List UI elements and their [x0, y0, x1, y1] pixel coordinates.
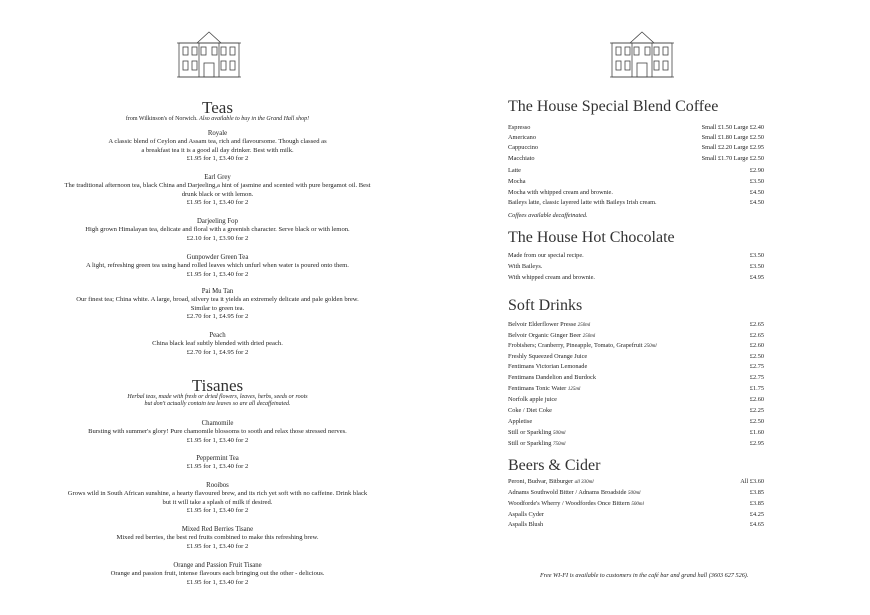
menu-row: Fentimans Dandelion and Burdock £2.75	[508, 374, 764, 381]
menu-row: Latte £2.90	[508, 167, 764, 174]
menu-item: Orange and Passion Fruit Tisane Orange and passion fruit, intense flavours each bringing out the other - delicious. £1.95 for 1, £3.40 for 2	[110, 562, 325, 586]
house-logo-icon	[175, 27, 243, 79]
wifi-note: Free WI-FI is available to customers in the café bar and grand hall (3603 627 526).	[540, 572, 749, 579]
menu-row: Peroni, Budvar, Bitburger all 330ml All £3.60	[508, 478, 764, 485]
menu-row: With whipped cream and brownie. £4.95	[508, 274, 764, 281]
menu-row: Belvoir Organic Ginger Beer 250ml £2.65	[508, 332, 764, 339]
chocolate-title: The House Hot Chocolate	[508, 229, 675, 246]
menu-item: Pai Mu Tan Our finest tea; China white. A large, broad, silvery tea it yields an extremely delicate and pale golden brew. Similar to green tea. £2.70 for 1, £4.95 for 2	[76, 288, 359, 321]
menu-row: Adnams Southwold Bitter / Adnams Broadside 500ml £3.85	[508, 489, 764, 496]
menu-row: Mocha £3.50	[508, 178, 764, 185]
menu-item: Gunpowder Green Tea A light, refreshing green tea using hand rolled leaves which unfurl when water is poured onto them. £1.95 for 1, £3.40 for 2	[86, 254, 349, 278]
menu-row: Baileys latte, classic layered latte with Baileys Irish cream. £4.50	[508, 199, 764, 206]
menu-item: Chamomile Bursting with summer's glory! Pure chamomile blossoms to sooth and relax those stressed nerves. £1.95 for 1, £3.40 for 2	[88, 420, 347, 444]
house-logo-icon	[608, 27, 676, 79]
menu-item: Darjeeling Fop High grown Himalayan tea, delicate and floral with a greenish character. Serve black or with lemon. £2.10 for 1, £3.90 for 2	[85, 218, 350, 242]
menu-row: Aspalls Cyder £4.25	[508, 511, 764, 518]
coffee-note: Coffees available decaffeinated.	[508, 212, 588, 219]
teas-subtitle: from Wilkinson's of Norwich. Also available to buy in the Grand Hall shop!	[125, 116, 310, 122]
menu-row: With Baileys. £3.50	[508, 263, 764, 270]
tisanes-intro: Herbal teas, made with fresh or dried flowers, leaves, herbs, seeds or roots but don't actually contain tea leaves so are all decaffeinated.	[127, 394, 308, 407]
menu-row: Made from our special recipe. £3.50	[508, 252, 764, 259]
menu-item: Royale A classic blend of Ceylon and Assam tea, rich and flavoursome. Though classed as a breakfast tea it is a good all day drinker. Best with milk. £1.95 for 1, £3.40 for 2	[108, 130, 327, 163]
menu-item: Earl Grey The traditional afternoon tea, black China and Darjeeling,a hint of jasmine and scented with pure bergamot oil. Best drunk black or with lemon. £1.95 for 1, £3.40 for 2	[64, 174, 371, 207]
menu-row: Mocha with whipped cream and brownie. £4.50	[508, 189, 764, 196]
beers-title: Beers & Cider	[508, 457, 601, 474]
menu-row: Americano Small £1.80 Large £2.50	[508, 134, 764, 141]
menu-row: Freshly Squeezed Orange Juice £2.50	[508, 353, 764, 360]
menu-row: Belvoir Elderflower Presse 250ml £2.65	[508, 321, 764, 328]
menu-row: Espresso Small £1.50 Large £2.40	[508, 124, 764, 131]
menu-row: Fentimans Tonic Water 125ml £1.75	[508, 385, 764, 392]
menu-row: Still or Sparkling 750ml £2.95	[508, 440, 764, 447]
tisanes-title: Tisanes	[191, 376, 244, 395]
menu-row: Coke / Diet Coke £2.25	[508, 407, 764, 414]
menu-row: Cappuccino Small £2.20 Large £2.95	[508, 144, 764, 151]
menu-row: Woodforde's Wherry / Woodfordes Once Bittern 500ml £3.85	[508, 500, 764, 507]
menu-row: Norfolk apple juice £2.60	[508, 396, 764, 403]
teas-title: Teas	[202, 98, 233, 117]
menu-row: Frobishers; Cranberry, Pineapple, Tomato, Grapefruit 250ml £2.60	[508, 342, 764, 349]
menu-row: Still or Sparkling 500ml £1.60	[508, 429, 764, 436]
menu-item: Mixed Red Berries Tisane Mixed red berries, the best red fruits combined to make this refreshing brew. £1.95 for 1, £3.40 for 2	[116, 526, 319, 550]
menu-row: Aspalls Blush £4.65	[508, 521, 764, 528]
menu-item: Peach China black leaf subtly blended with dried peach. £2.70 for 1, £4.95 for 2	[152, 332, 283, 356]
coffee-title: The House Special Blend Coffee	[508, 98, 719, 115]
soft-drinks-title: Soft Drinks	[508, 297, 583, 314]
menu-row: Macchiato Small £1.70 Large £2.50	[508, 155, 764, 162]
menu-row: Fentimans Victorian Lemonade £2.75	[508, 363, 764, 370]
menu-item: Rooibos Grows wild in South African sunshine, a hearty flavoured brew, and its rich yet soft with no caffeine. Drink black but it will take a splash of milk if desired. £1.95 for 1, £3.40 for 2	[67, 482, 368, 515]
menu-row: Appletise £2.50	[508, 418, 764, 425]
menu-item: Peppermint Tea £1.95 for 1, £3.40 for 2	[186, 455, 249, 471]
